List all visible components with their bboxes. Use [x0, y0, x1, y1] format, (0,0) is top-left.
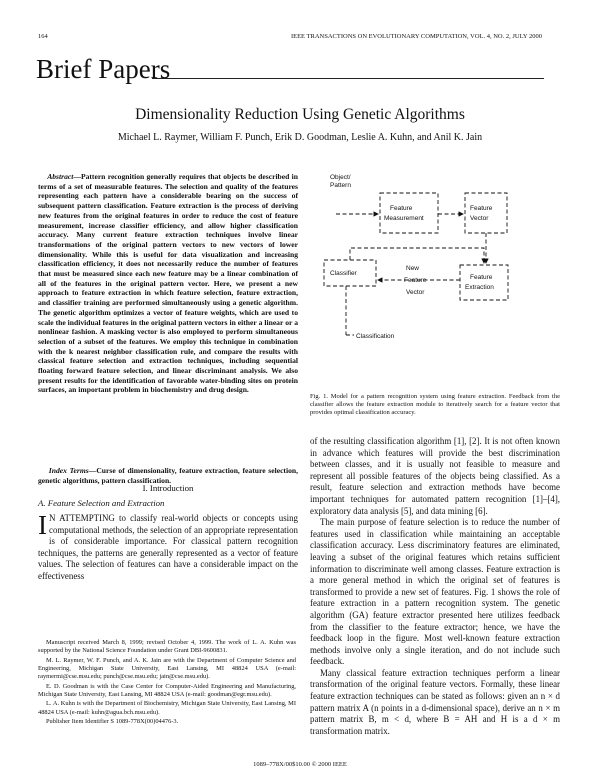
feature-vector-box [465, 193, 507, 233]
feature-measurement-label: Feature [390, 205, 413, 212]
footnote: Publisher Item Identifier S 1089-778X(00)04476-3. [46, 718, 179, 726]
abstract-text: Pattern recognition generally requires that objects be described in terms of a set of measurable features. The selection and quality of the features representing each pattern have a considerable bearing on the success of subsequent pattern classification. Feature extraction is the process of deriving new features from the original features in order to reduce the cost of feature measurement, increase classifier efficiency, and allow higher classification accuracy. Many current feature extraction techniques involve linear transformations of the original pattern vectors to new vectors of lower dimensionality. While this is useful for data visualization and increasing classification efficiency, it does not necessarily reduce the number of features that must be measured since each new feature may be a linear combination of all of the features in the original pattern vector. Here, we present a new approach to feature extraction in which feature selection, feature extraction, and classifier training are performed simultaneously using a genetic algorithm. The genetic algorithm optimizes a vector of feature weights, which are used to scale the individual features in the original pattern vectors in either a linear or a nonlinear fashion. A masking vector is also employed to perform simultaneous selection of a subset of the features. We employ this technique in combination with the k nearest neighbor classification rule, and compare the results with classical feature selection and extraction techniques, including sequential floating forward feature selection, and linear discriminant analysis. We also present results for the identification of favorable water-binding sites on protein surfaces, an important problem in biochemistry and drug design. [38, 172, 298, 395]
footnote: Manuscript received March 8, 1999; revised October 4, 1999. The work of L. A. Kuhn was supported by the National Science Foundation under Grant DBI-9600831. [38, 639, 296, 655]
paper-title: Dimensionality Reduction Using Genetic Algorithms [135, 106, 465, 123]
object-pattern-label: Pattern [330, 182, 351, 189]
classification-label: Classification [356, 333, 395, 340]
journal-header: IEEE TRANSACTIONS ON EVOLUTIONARY COMPUTATION, VOL. 4, NO. 2, JULY 2000 [290, 33, 542, 40]
feature-extraction-box [460, 265, 508, 300]
body-paragraph: of the resulting classification algorithm [1], [2]. It is not often known in advance which features will provide the best discrimination between classes, and it is usually not feasible to measure and represent all possible features of the objects being classified. As a result, feature selection and extraction methods have become important techniques for automated pattern recognition [1]–[4], exploratory data analysis [5], and data mining [6]. [310, 436, 560, 516]
feature-vector-label: Feature [470, 205, 493, 212]
body-paragraph: The main purpose of feature selection is to reduce the number of features used in classification while maintaining an acceptable classification accuracy. Less discriminatory features are eliminated, leaving a subset of the original features which retains sufficient information to discriminate well among classes. Feature extraction is a more general method in which the original set of features is transformed to provide a new set of features. Fig. 1 shows the role of feature extraction in a pattern recognition system. The genetic algorithm (GA) feature extractor presented here utilizes feedback from the classifier to the feature extractor; hence, we have the feedback loop in the figure. Most well-known feature extraction methods involve only a single iteration, and do not include such feedback. [310, 517, 560, 667]
abstract-label: Abstract [47, 172, 74, 181]
intro-heading: I. Introduction [142, 483, 194, 493]
feature-measurement-label: Measurement [384, 215, 424, 222]
footnote: E. D. Goodman is with the Case Center for Computer-Aided Engineering and Manufacturing, Michigan State University, East Lansing, MI 48824 USA (e-mail: goodman@egr.msu.edu). [38, 682, 296, 698]
feature-vector-label: Vector [470, 215, 489, 222]
new-feature-vector-label: Feature [404, 277, 427, 284]
body-paragraph: Many classical feature extraction techniques perform a linear transformation of the original feature vectors. Formally, these linear feature extraction techniques can be stated as follows: given an n × d pattern matrix A (n points in a d-dimensional space), derive an n × m pattern matrix B, m < d, where B = AH and H is a d × m transformation matrix. [310, 667, 560, 736]
page-number: 164 [38, 33, 48, 40]
footnote: M. L. Raymer, W. F. Punch, and A. K. Jain are with the Department of Computer Science and Engineering, Michigan State University, East Lansing, MI 48824 USA (e-mail: raymermi@cse.msu.edu; punch@cse.msu.edu; jain@cse.msu.edu). [38, 656, 296, 680]
footnotes [38, 639, 296, 728]
feedback-arrow [350, 248, 484, 263]
title-rule [152, 78, 544, 79]
index-terms-text: Curse of dimensionality, feature extraction, feature selection, genetic algorithms, pattern classification. [38, 466, 298, 485]
intro-first-words: N ATTEMPTING [49, 513, 115, 523]
intro-text: to classify real-world objects or concepts using computational methods, the selection of an appropriate representation is of considerable importance. For classical pattern recognition techniques, the patterns are generally represented as a vector of feature values. The selection of features can have a considerable impact on the effectiveness [38, 513, 298, 581]
index-terms-label: Index Terms [48, 466, 89, 475]
drop-cap: I [38, 510, 47, 540]
abstract: Abstract—Pattern recognition generally requires that objects be described in terms of a set of measurable features. The selection and quality of the features representing each pattern have a considerable bearing on the success of subsequent pattern classification. Feature extraction is the process of deriving new features from the original features in order to reduce the cost of feature measurement, increase classifier efficiency, and allow higher classification accuracy. Many current feature extraction techniques involve linear transformations of the original pattern vectors to new vectors of lower dimensionality. While this is useful for data visualization and increasing classification efficiency, it does not necessarily reduce the number of features that must be measured since each new feature may be a linear combination of all of the features in the original pattern vector. Here, we present a new approach to feature extraction in which feature selection, feature extraction, and classifier training are performed simultaneously using a genetic algorithm. The genetic algorithm optimizes a vector of feature weights, which are used to scale the individual features in the original pattern vectors in either a linear or a nonlinear fashion. A masking vector is also employed to perform simultaneous selection of a subset of the features. We employ this technique in combination with the k nearest neighbor classification rule, and compare the results with classical feature selection and extraction techniques, including sequential floating forward feature selection, and linear discriminant analysis. We also present results for the identification of favorable water-binding sites on protein surfaces, an important problem in biochemistry and drug design. [38, 172, 298, 395]
index-terms: Index Terms—Curse of dimensionality, feature extraction, feature selection, genetic algorithms, pattern classification. [38, 466, 298, 485]
intro-paragraph [38, 510, 298, 583]
author-list: Michael L. Raymer, William F. Punch, Erik D. Goodman, Leslie A. Kuhn, and Anil K. Jain [117, 132, 483, 143]
feature-measurement-box [380, 193, 438, 233]
feature-extraction-label: Extraction [465, 284, 494, 291]
figure-pattern-recognition-model [310, 170, 560, 390]
new-feature-vector-label: Vector [406, 289, 425, 296]
object-pattern-label: Object/ [330, 174, 351, 181]
subsection-heading: A. Feature Selection and Extraction [38, 498, 165, 508]
classifier-label: Classifier [330, 270, 357, 277]
section-title: Brief Papers [36, 54, 171, 84]
feature-extraction-label: Feature [470, 274, 493, 281]
footnote: L. A. Kuhn is with the Department of Biochemistry, Michigan State University, East Lansing, MI 48824 USA (e-mail: kuhn@agua.bch.msu.edu). [38, 700, 296, 716]
copyright-footer: 1089–778X/00$10.00 © 2000 IEEE [253, 761, 347, 768]
right-column-body [310, 436, 560, 737]
figure-caption: Fig. 1. Model for a pattern recognition system using feature extraction. Feedback from the classifier allows the feature extraction module to iteratively search for a feature vector that provides optimal classification accuracy. [310, 393, 560, 417]
new-feature-vector-label: New [406, 265, 420, 272]
